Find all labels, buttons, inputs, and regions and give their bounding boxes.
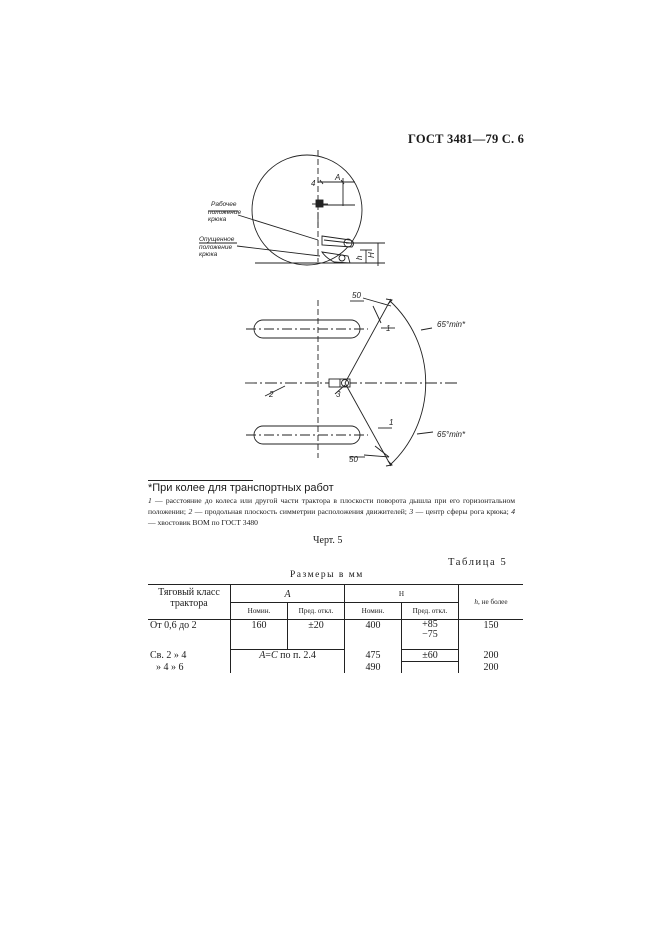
angle-top-label: 65°min* xyxy=(437,320,466,329)
table-row xyxy=(148,620,523,650)
legend-text-1: — расстояние до колеса или другой части трактора в плоскости поворота дышла при его горизонтальном положении; xyxy=(148,496,515,516)
legend-text-3: — центр сферы рога крюка; xyxy=(413,507,512,516)
legend-num-1: 1 xyxy=(148,496,152,505)
row2-h-low: 200 xyxy=(483,649,499,661)
marker-1-bottom: 1 xyxy=(389,418,394,427)
dim-50-bottom-label: 50 xyxy=(349,455,358,464)
pto-shaft xyxy=(316,200,323,207)
figure-legend xyxy=(148,495,515,528)
table-subtitle: Размеры в мм xyxy=(290,570,364,580)
row2-class: Св. 2 » 4 xyxy=(150,649,187,661)
legend-text-4: — хвостовик ВОМ по ГОСТ 3480 xyxy=(148,518,258,527)
row3-h-nom: 490 xyxy=(345,662,402,673)
working-position-label-1: Рабочее xyxy=(211,201,237,208)
wheel-outline xyxy=(252,155,362,265)
figure-caption: Черт. 5 xyxy=(313,535,343,546)
header-h-dev: Пред. откл. xyxy=(402,603,459,620)
row1-h-low: 150 xyxy=(483,620,499,631)
header-h-lower: h, не более xyxy=(459,585,524,620)
dimensions-table xyxy=(148,584,523,673)
row2-a-merged: A=C по п. 2.4 xyxy=(231,650,345,662)
table-row xyxy=(148,662,523,673)
row1-h-nom: 400 xyxy=(345,620,402,650)
legend-num-4: 4 xyxy=(511,507,516,516)
working-position-label-2: положение xyxy=(208,209,242,216)
lowered-position-label-1: Опущенное xyxy=(199,236,235,243)
page-header: ГОСТ 3481—79 С. 6 xyxy=(408,132,525,146)
row1-class: От 0,6 до 2 xyxy=(150,620,197,631)
header-a-dev: Пред. откл. xyxy=(288,603,345,620)
header-class: Тяговый класс трактора xyxy=(148,585,231,620)
row2-h-dev: ±60 xyxy=(402,650,459,662)
row3-h-low: 200 xyxy=(483,661,499,673)
lowered-position-label-2: положение xyxy=(199,244,233,251)
working-position-label-3: крюка xyxy=(208,216,227,223)
row3-class: » 4 » 6 xyxy=(156,661,184,673)
angle-bottom-label: 65°min* xyxy=(437,430,466,439)
dim-a-label: A xyxy=(335,173,341,182)
dim-h-upper-label: H xyxy=(367,252,376,258)
header-a-nom: Номин. xyxy=(231,603,288,620)
header-a: A xyxy=(231,585,345,603)
dim-4-label: 4 xyxy=(311,179,316,188)
row1-a-dev: ±20 xyxy=(288,620,345,650)
row1-h-dev: +85 −75 xyxy=(402,620,459,650)
dim-h-lower-label: h xyxy=(355,255,364,260)
marker-2: 2 xyxy=(269,390,274,399)
row1-a-nom: 160 xyxy=(231,620,288,650)
marker-1-top: 1 xyxy=(386,324,391,333)
legend-text-2: — продольная плоскость симметрии расположения движителей; xyxy=(192,507,410,516)
header-h-upper: H xyxy=(345,585,459,603)
lowered-position-label-3: крюка xyxy=(199,251,218,258)
table-row xyxy=(148,650,523,662)
legend-num-2: 2 xyxy=(188,507,193,516)
dim-50-top-label: 50 xyxy=(352,291,361,300)
footnote-rule xyxy=(148,480,253,481)
plan-view xyxy=(245,298,458,466)
footnote: *При колее для транспортных работ xyxy=(148,482,334,494)
table-title: Таблица 5 xyxy=(448,557,508,568)
header-h-nom: Номин. xyxy=(345,603,402,620)
marker-3: 3 xyxy=(336,390,341,399)
legend-num-3: 3 xyxy=(409,507,414,516)
row2-h-nom: 475 xyxy=(345,650,402,662)
